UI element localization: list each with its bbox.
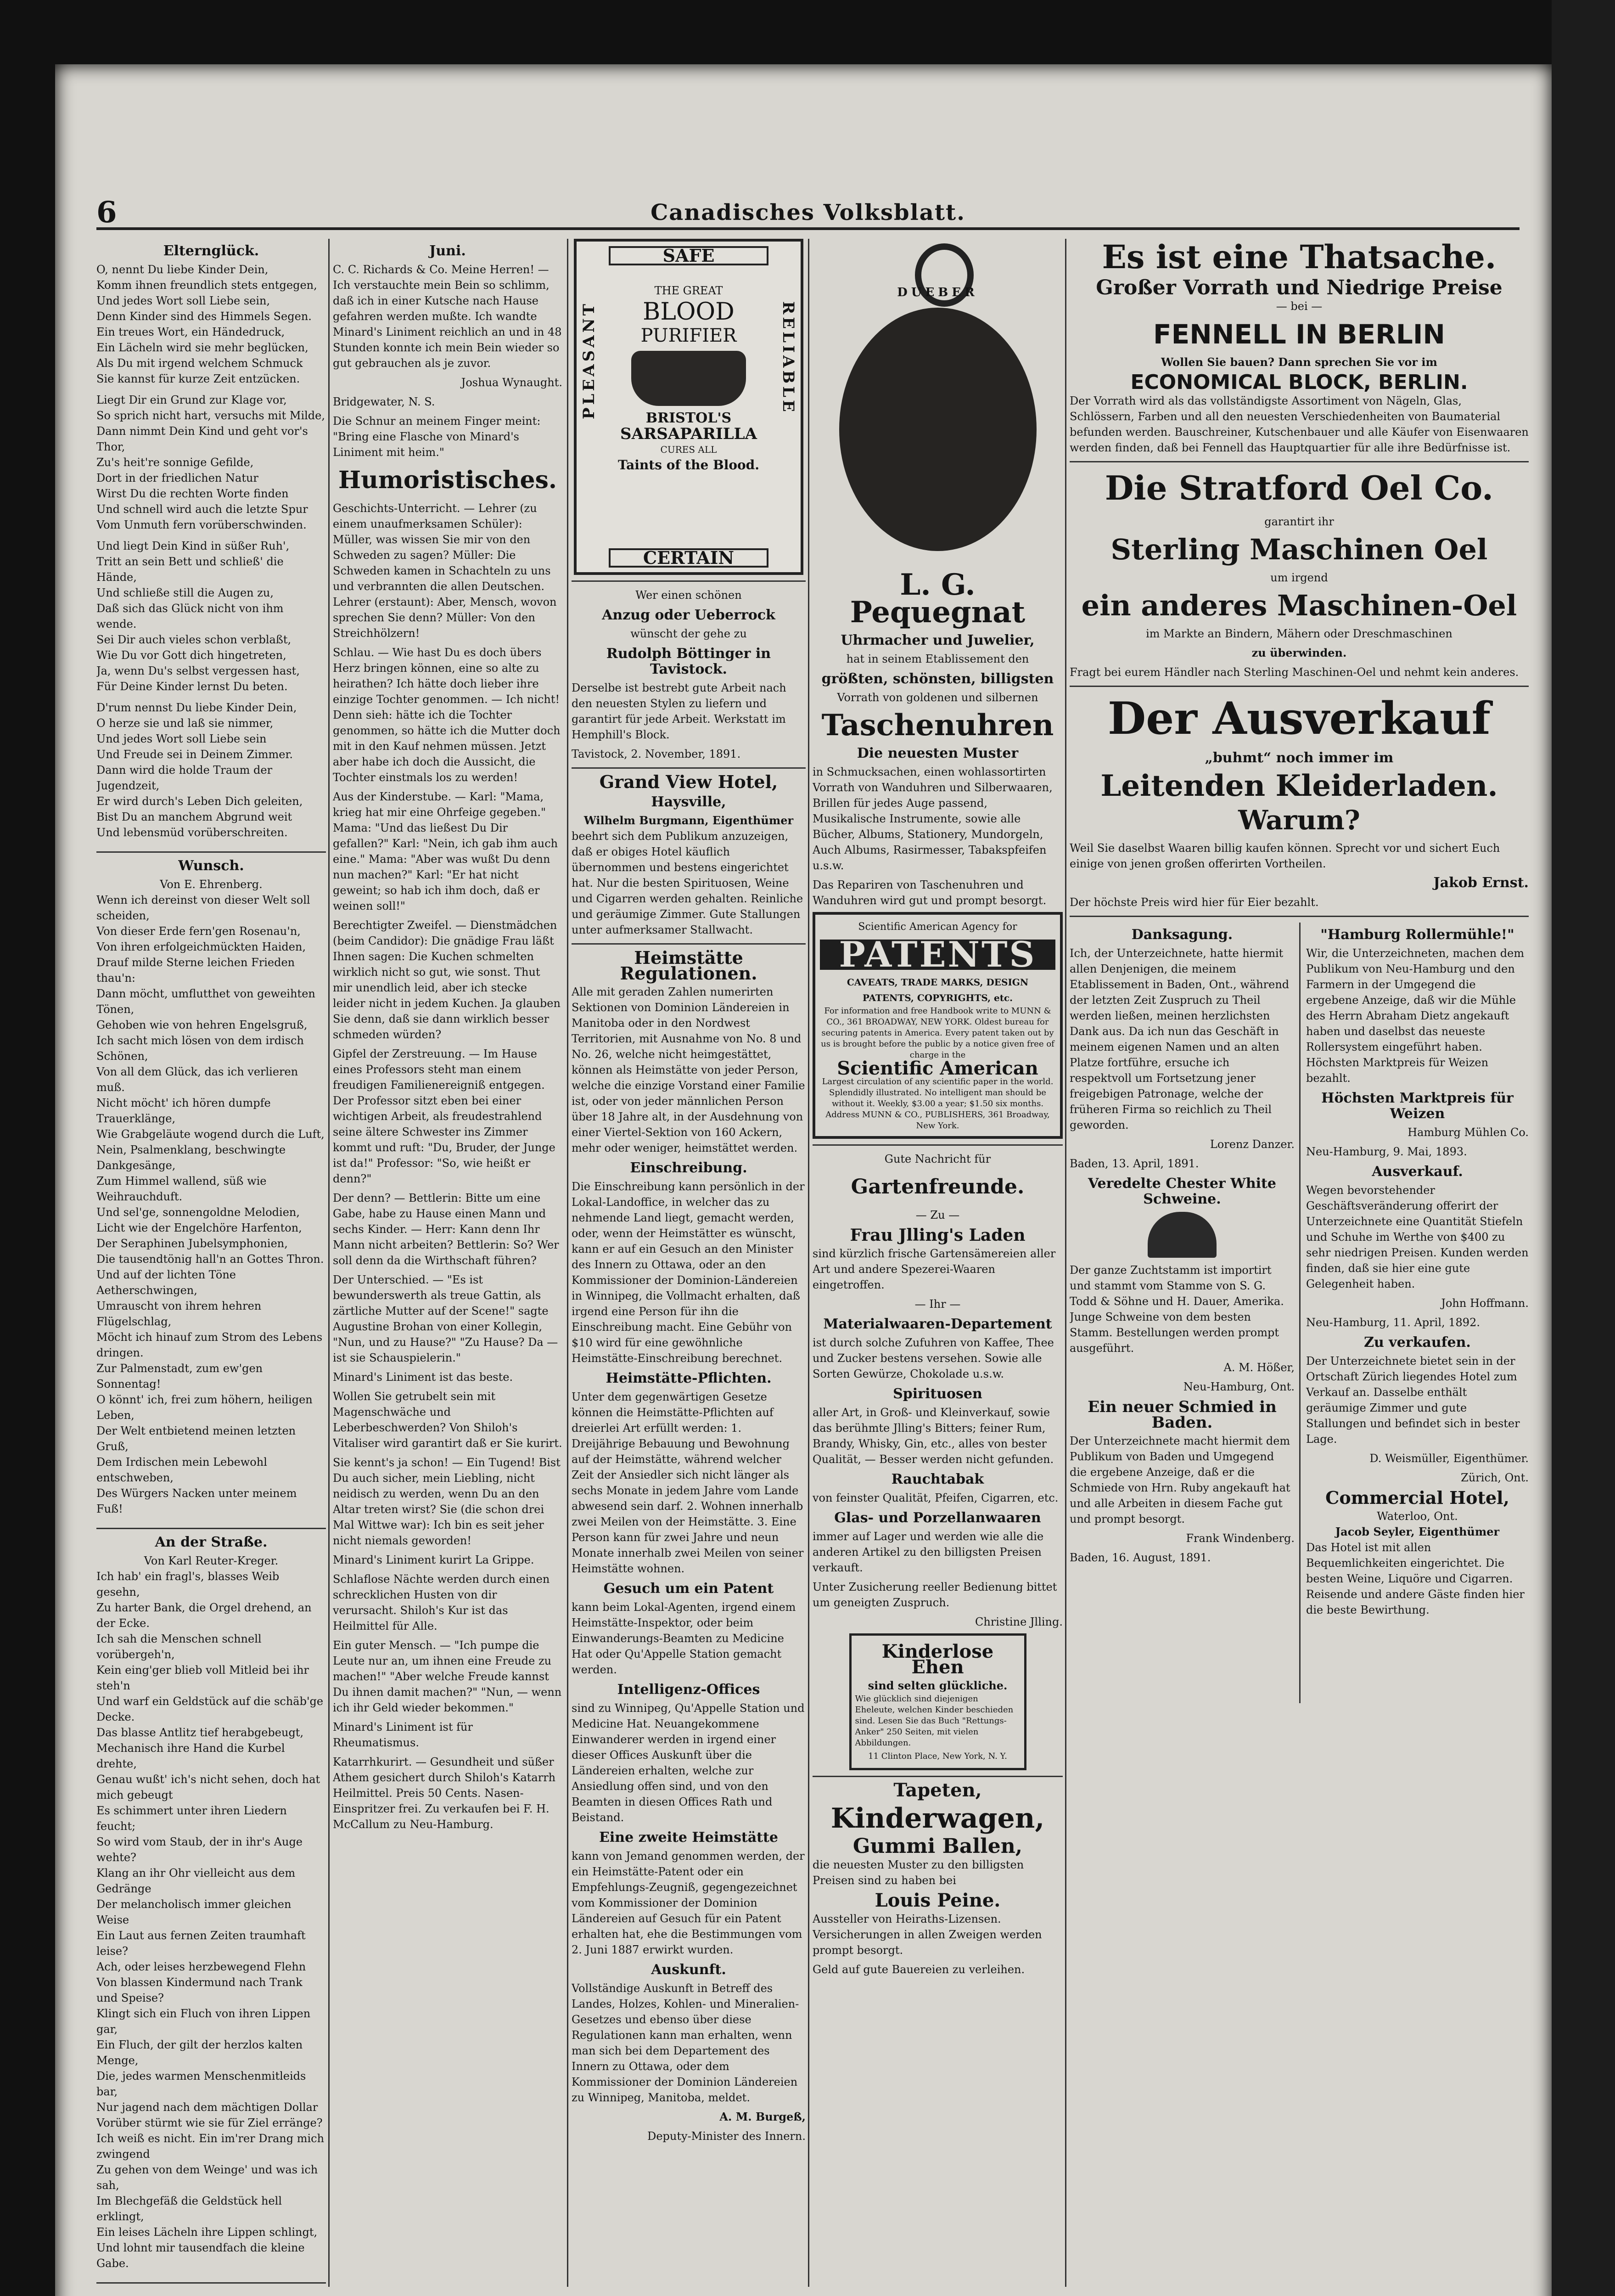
- poem-line: Tritt an sein Bett und schließ' die Hände,: [96, 555, 284, 584]
- divider: [572, 767, 806, 769]
- poem-line: Umrauscht von ihrem hehren Flügelschlag,: [96, 1300, 262, 1328]
- ad-heading: Rudolph Böttinger in Tavistock.: [606, 646, 771, 677]
- ad-text: um irgend: [1270, 571, 1328, 584]
- ad-text: — bei —: [1276, 300, 1323, 313]
- article-subhead: Einschreibung.: [630, 1160, 747, 1176]
- article-text: Alle mit geraden Zahlen numerirten Sektionen von Dominion Ländereien in Manitoba oder in den Nordwest Territorien, mit Ausnahme von No. 8 und No. 26, welche nicht heimgestättet, können als Heimstätte von jeder Person, welche die einzige Vorstand einer Familie ist, oder von jeder männlichen Person über 18 Jahre alt, in der Ausdehnung von einer Viertel-Sektion von 160 Ackern, mehr oder weniger, heimstättet werden.: [572, 985, 805, 1154]
- poem-line: Liegt Dir ein Grund zur Klage vor,: [96, 394, 287, 406]
- testimonial-place: Bridgewater, N. S.: [333, 395, 435, 408]
- ad-text: Wir, die Unterzeichneten, machen dem Publikum von Neu-Hamburg und den Farmern in der Umgegend die ergebene Anzeige, daß wir die Mühle des Herrn Abraham Dietz angekauft haben und daselbst das neueste Rollersystem eingeführt haben. Höchsten Marktpreis für Weizen bezahlt.: [1306, 947, 1525, 1085]
- poem-line: Ja, wenn Du's selbst vergessen hast,: [96, 664, 300, 677]
- poem-line: Ein leises Lächeln ihre Lippen schlingt,: [96, 2226, 318, 2239]
- poem-stanza: [96, 392, 326, 538]
- ad-text: in Schmucksachen, einen wohlassortirten Vorrath von Wanduhren und Silberwaaren, Brillen für jedes Auge passend, Musikalische Instrumente, sowie alle Bücher, Albums, Stationery, Mundorgeln, Auch Albums, Rasirmesser, Tabakspfeifen u.s.w.: [813, 765, 1053, 872]
- poem-line: Im Blechgefäß die Geldstück hell erklingt,: [96, 2195, 282, 2223]
- ad-heading: Rauchtabak: [891, 1471, 984, 1487]
- article-text: kann beim Lokal-Agenten, irgend einem Heimstätte-Inspektor, oder beim Einwanderungs-Beamten zu Medicine Hat oder Qu'Appelle Station gemacht werden.: [572, 1601, 796, 1676]
- ad-text: Taints of the Blood.: [617, 457, 760, 473]
- article-text: kann von Jemand genommen werden, der ein Heimstätte-Patent oder ein Empfehlungs-Zeugniß, gegengezeichnet vom Kommissioner der Dominion Ländereien auf Gesuch für ein Patent erhalten hat, ehe die Bestimmungen vom 2. Juni 1887 erwirkt wurden.: [572, 1850, 805, 1956]
- poem-line: Und lohnt mir tausendfach die kleine Gabe.: [96, 2241, 305, 2270]
- signature: Christine Jlling.: [975, 1615, 1063, 1628]
- signature: Jakob Ernst.: [1433, 875, 1529, 891]
- divider: [1070, 686, 1529, 687]
- poem-line: Das blasse Antlitz tief herabgebeugt,: [96, 1726, 304, 1739]
- crown-icon: [631, 351, 746, 406]
- stanza-gap: [96, 694, 326, 700]
- poem-line: Klingt sich ein Fluch von ihren Lippen gar,: [96, 2007, 311, 2036]
- column-poems: [96, 239, 326, 2287]
- ad-text: Der Unterzeichnete macht hiermit dem Publikum von Baden und Umgegend die ergebene Anzeige, daß er die Schmiede von Hrn. Ruby angekauft hat und alle Arbeiten in diesem Fache gut und prompt besorgt.: [1070, 1435, 1290, 1525]
- poem-line: Die tausendtönig hall'n an Gottes Thron.: [96, 1253, 324, 1266]
- ad-text: 11 Clinton Place, New York, N. Y.: [868, 1751, 1007, 1761]
- ad-headline: FENNELL IN BERLIN: [1153, 319, 1445, 350]
- ad-text: BLOOD: [643, 298, 735, 326]
- article-text: Vollständige Auskunft in Betreff des Landes, Holzes, Kohlen- und Mineralien-Gesetzes und ebenso über diese Regulationen kann man erhalten, wenn man sich bei dem Departement des Innern zu Ottawa, oder dem Kommissioner der Dominion Ländereien zu Winnipeg, Manitoba, meldet.: [572, 1982, 799, 2104]
- column-rule: [808, 239, 809, 2287]
- ad-heading: Grand View Hotel,: [599, 771, 778, 792]
- ad-text: Aussteller von Heiraths-Lizensen. Versicherungen in allen Zweigen werden prompt besorgt.: [813, 1913, 1042, 1957]
- ad-heading: Gummi Ballen,: [852, 1835, 1023, 1858]
- article-subhead: Heimstätte-Pflichten.: [606, 1370, 772, 1386]
- ad-text: Wilhelm Burgmann, Eigenthümer: [583, 814, 794, 827]
- poem-stanza: [96, 892, 326, 1522]
- kinderlose-ehen-ad: [849, 1633, 1026, 1770]
- poem-line: Sei Dir auch vieles schon verblaßt,: [96, 633, 292, 646]
- poem-line: Dann möcht, umflutthet von geweihten Tönen,: [96, 987, 315, 1016]
- notice: Schlaflose Nächte werden durch einen schrecklichen Husten von dir verursacht. Shiloh's Kur ist das Heilmittel für Alle.: [333, 1573, 550, 1632]
- joke-paragraph: Der Unterschied. — "Es ist bewunderswerth als treue Gattin, als zärtliche Mutter auf der Scene!" sagte Augustine Brohan von einer Kollegin, "Nun, und zu Hause?" "Zu Hause? Da — ist sie Schauspielerin.": [333, 1273, 558, 1364]
- poem-stanza: [96, 538, 326, 700]
- poem-byline: Von E. Ehrenberg.: [160, 878, 263, 891]
- poem-line: Zur Palmenstadt, zum ew'gen Sonnentag!: [96, 1362, 263, 1390]
- ad-heading: Tapeten,: [893, 1779, 982, 1801]
- signature-place: Zürich, Ont.: [1461, 1471, 1529, 1484]
- ad-heading: Haysville,: [651, 794, 726, 810]
- poem-line: Wie Grabgeläute wogend durch die Luft,: [96, 1128, 325, 1141]
- poem-line: So wird vom Staub, der in ihr's Auge wehte?: [96, 1835, 303, 1864]
- poem-line: So sprich nicht hart, versuchs mit Milde,: [96, 409, 325, 422]
- ad-text: sind selten glückliche.: [868, 1679, 1008, 1692]
- poem-line: Ich hab' ein fragl's, blasses Weib gesehn,: [96, 1570, 280, 1598]
- divider: [96, 2282, 326, 2284]
- column-regulations: [572, 239, 806, 2287]
- ad-text: aller Art, in Groß- und Kleinverkauf, sowie das berühmte Jlling's Bitters; feiner Rum, Brandy, Whisky, Gin, etc., alles von bester Qualität, — Besser werden nicht gefunden.: [813, 1406, 1054, 1466]
- notice: Minard's Liniment ist für Rheumatismus.: [333, 1721, 473, 1749]
- poem-line: Wenn ich dereinst von dieser Welt soll scheiden,: [96, 894, 310, 922]
- column-rule: [328, 239, 330, 2287]
- ad-text: — Ihr —: [914, 1298, 961, 1311]
- ad-date: Tavistock, 2. November, 1891.: [572, 748, 741, 760]
- poem-line: Klang an ihr Ohr vielleicht aus dem Gedränge: [96, 1867, 296, 1895]
- ad-body: [613, 283, 764, 473]
- ad-text: Der Vorrath wird als das vollständigste Assortiment von Nägeln, Glas, Schlössern, Farben und all den neuesten Verschiedenheiten von Baumaterial befunden werden. Bauschreiner, Kutschenbauer und alle Käufer von Eisenwaaren werden finden, daß bei Fennell das Hauptquartier für alle ihre Bedürfnisse ist.: [1070, 394, 1529, 454]
- testimonial-letter: C. C. Richards & Co. Meine Herren! — Ich verstauchte mein Bein so schlimm, daß ich in einer Kutsche nach Hause gefahren werden mußte. Ich wandte Minard's Liniment reichlich an und in 48 Stunden konnte ich mein Bein wieder so gut gebrauchen als je zuvor.: [333, 263, 562, 370]
- ad-heading: größten, schönsten, billigsten: [821, 671, 1054, 687]
- ad-heading: Höchsten Marktpreis für Weizen: [1321, 1090, 1514, 1122]
- ad-text: — Zu —: [915, 1209, 960, 1221]
- poem-line: Und auf der lichten Töne Aetherschwingen,: [96, 1268, 236, 1297]
- ad-text: Vorrath von goldenen und silbernen: [837, 691, 1038, 704]
- ad-heading-large: Kinderwagen,: [830, 1802, 1045, 1835]
- stanza-gap: [96, 840, 326, 846]
- poem-line: Dann nimmt Dein Kind und geht vor's Thor,: [96, 425, 308, 453]
- poem-line: Und schnell wird auch die letzte Spur: [96, 503, 308, 516]
- ad-text: CAVEATS, TRADE MARKS, DESIGN PATENTS, COPYRIGHTS, etc.: [847, 977, 1029, 1003]
- poem-line: Zu's heit're sonnige Gefilde,: [96, 456, 254, 469]
- divider: [572, 580, 806, 582]
- poem-line: Von blassen Kindermund nach Trank und Speise?: [96, 1976, 303, 2004]
- subcolumn-right: [1306, 923, 1529, 1621]
- ad-label: PLEASANT: [580, 301, 598, 420]
- poem-line: Dem Irdischen mein Lebewohl entschweben,: [96, 1456, 267, 1484]
- poem-line: Und sel'ge, sonnengoldne Melodien,: [96, 1206, 300, 1219]
- notice: Minard's Liniment ist das beste.: [333, 1371, 513, 1384]
- ad-text: sind kürzlich frische Gartensämereien aller Art und andere Spezerei-Waaren eingetroffen.: [813, 1247, 1056, 1291]
- ad-headline: Die Stratford Oel Co.: [1105, 468, 1494, 507]
- ad-text: Jacob Seyler, Eigenthümer: [1335, 1525, 1500, 1538]
- testimonial-signature: Joshua Wynaught.: [461, 376, 562, 389]
- joke-paragraph: Der denn? — Bettlerin: Bitte um eine Gabe, habe zu Hause einen Mann und sechs Kinder. — Herr: Kann denn Ihr Mann nicht arbeiten? Bettlerin: So? Wer soll denn da die Wirthschaft führen?: [333, 1192, 559, 1267]
- ad-heading: Frau Jlling's Laden: [850, 1226, 1026, 1245]
- joke-paragraph: Aus der Kinderstube. — Karl: "Mama, krieg hat mir eine Ohrfeige gegeben." Mama: "Und das ließest Du Dir gefallen?" Karl: "Nein, ich gab ihm auch eine." Mama: "Aber was wußt Du denn nun machen?" Karl: "Er hat nicht geweint; so hab ich ihm doch, daß er weinen soll!": [333, 790, 558, 912]
- signature-title: Deputy-Minister des Innern.: [647, 2130, 806, 2143]
- poem-line: Von dieser Erde fern'gen Rosenau'n,: [96, 925, 301, 938]
- ad-heading-large: Gartenfreunde.: [851, 1175, 1025, 1199]
- column-rule: [1299, 923, 1301, 1703]
- article-text: Die Einschreibung kann persönlich in der Lokal-Landoffice, in welcher das zu nehmende Land liegt, gemacht werden, oder, wenn der Heimstätter es wünscht, kann er auf ein Gesuch an den Minister des Innern zu Ottawa, oder an den Kommissioner der Dominion-Ländereien in Winnipeg, die Vollmacht erhalten, daß irgend eine Person für ihn die Einschreibung macht. Eine Gebühr von $10 wird für eine gewöhnliche Heimstätte-Einschreibung berechnet.: [572, 1180, 805, 1365]
- section-title: Juni.: [429, 243, 466, 259]
- poem-line: Von all dem Glück, das ich verlieren muß.: [96, 1065, 298, 1094]
- poem-line: Als Du mit irgend welchem Schmuck: [96, 357, 303, 370]
- poem-line: Licht wie der Engelchöre Harfenton,: [96, 1221, 302, 1234]
- section-title: Humoristisches.: [338, 466, 557, 494]
- masthead: [96, 195, 1520, 230]
- poem-line: Von ihren erfolgeichmückten Haiden,: [96, 940, 306, 953]
- poem-byline: Von Karl Reuter-Kreger.: [144, 1554, 279, 1567]
- ad-text: Waterloo, Ont.: [1377, 1510, 1458, 1523]
- ad-text: CURES ALL: [660, 444, 717, 455]
- sarsaparilla-ad: [574, 239, 803, 575]
- poem-line: Vom Unmuth fern vorüberschwinden.: [96, 518, 307, 531]
- poem-line: Er wird durch's Leben Dich geleiten,: [96, 795, 303, 808]
- poem-line: O könnt' ich, frei zum höhern, heiligen Leben,: [96, 1393, 313, 1422]
- column-rule: [1065, 239, 1066, 2287]
- ad-headline: Es ist eine Thatsache.: [1102, 239, 1497, 276]
- ad-heading: Materialwaaren-Departement: [823, 1316, 1052, 1332]
- section-title: Heimstätte Regulationen.: [620, 947, 757, 984]
- poem-line: Ich sah die Menschen schnell vorübergeh'n,: [96, 1632, 262, 1661]
- poem-line: Kein eing'ger blieb voll Mitleid bei ihr steh'n: [96, 1664, 309, 1692]
- poem-line: Daß sich das Glück nicht von ihm wende.: [96, 602, 284, 630]
- ad-text: Der höchste Preis wird hier für Eier bezahlt.: [1070, 896, 1319, 909]
- divider: [572, 943, 806, 945]
- ad-heading: Ausverkauf.: [1372, 1164, 1463, 1180]
- ad-text: Ich, der Unterzeichnete, hatte hiermit allen Denjenigen, die meinem Etablissement in Baden, Ont., während der letzten Zeit Zuspruch zu Theil werden ließen, meinen herzlichsten Dank aus. Da ich nun das Geschäft in meinem eigenen Namen und an alten Platze fortführe, ersuche ich respektvoll um Fortsetzung jener freigebigen Patronage, welche der früheren Firma so reichlich zu Theil geworden.: [1070, 947, 1290, 1131]
- poem-title: An der Straße.: [155, 1534, 268, 1550]
- poem-line: Mechanisch ihre Hand die Kurbel drehte,: [96, 1742, 285, 1770]
- ad-headline: Warum?: [1238, 805, 1360, 836]
- ad-heading: Commercial Hotel,: [1325, 1487, 1509, 1508]
- ad-headline: Sterling Maschinen Oel: [1110, 533, 1488, 566]
- poem-stanza: [96, 262, 326, 392]
- column-rule: [567, 239, 568, 2287]
- ad-heading: Glas- und Porzellanwaaren: [834, 1510, 1041, 1526]
- scientific-american-ad: [813, 912, 1063, 1139]
- two-column-block: [1070, 923, 1529, 1703]
- poem-line: Wirst Du die rechten Worte finden: [96, 487, 289, 500]
- poem-line: Nur jagend nach dem mächtigen Dollar: [96, 2101, 318, 2114]
- notice: Katarrhkurirt. — Gesundheit und süßer Athem gesichert durch Shiloh's Katarrh Heilmittel. Preis 50 Cents. Nasen-Einspritzer frei. Zu verkaufen bei F. H. McCallum zu Neu-Hamburg.: [333, 1756, 556, 1831]
- ad-text: ist durch solche Zufuhren von Kaffee, Thee und Zucker bestens versehen. Sowie alle Sorten Gewürze, Chokolade u.s.w.: [813, 1336, 1054, 1380]
- notice: Minard's Liniment kurirt La Grippe.: [333, 1553, 534, 1566]
- divider: [1070, 461, 1529, 462]
- ad-headline: Der Ausverkauf: [1108, 692, 1491, 744]
- joke-list: [333, 501, 562, 1366]
- notice: Sie kennt's ja schon! — Ein Tugend! Bist Du auch sicher, mein Liebling, nicht neidisch zu werden, wenn Du an den Altar treten wirst? Sie (die schon drei Mal Wittwe war): Ich bin es seit jeher nicht niemals geworden!: [333, 1456, 561, 1547]
- ad-heading: ECONOMICAL BLOCK, BERLIN.: [1130, 371, 1468, 394]
- ad-heading: Anzug oder Ueberrock: [602, 607, 775, 623]
- notice: Die Schnur an meinem Finger meint: "Bring eine Flasche von Minard's Liniment mit heim.": [333, 415, 541, 459]
- watch-label: DUEBER: [897, 286, 978, 299]
- ad-heading: Die neuesten Muster: [857, 745, 1019, 761]
- article-subhead: Eine zweite Heimstätte: [599, 1829, 778, 1846]
- signature: Lorenz Danzer.: [1210, 1138, 1295, 1151]
- divider: [96, 851, 326, 853]
- ad-text: Gute Nachricht für: [884, 1153, 991, 1165]
- poem-line: D'rum nennst Du liebe Kinder Dein,: [96, 701, 297, 714]
- poem-line: Und jedes Wort soll Liebe sein: [96, 732, 267, 745]
- notice-list: [333, 1369, 562, 1832]
- poem-line: Der Seraphinen Jubelsymphonien,: [96, 1237, 288, 1250]
- poem-line: Sie kannst für kurze Zeit entzücken.: [96, 372, 300, 385]
- poem-line: Dann wird die holde Traum der Jugendzeit,: [96, 764, 273, 792]
- poem-title: Elternglück.: [163, 243, 259, 259]
- joke-paragraph: Gipfel der Zerstreuung. — Im Hause eines Professors steht man einem freudigen Familienereigniß entgegen. Der Professor sitzt eben bei einer wichtigen Arbeit, als freudestrahlend seine ältere Schwester ins Zimmer kommt und ruft: "Du, Bruder, der Junge ist da!" Professor: "So, wie heißt er denn?": [333, 1047, 555, 1185]
- ad-text: Wegen bevorstehender Geschäftsveränderung offerirt der Unterzeichnete eine Quantität Stiefeln und Schuhe im Werthe von $400 zu sehr niedrigen Preisen. Kunden werden finden, daß sie hier eine gute Gelegenheit haben.: [1306, 1184, 1529, 1290]
- ad-text: Der Unterzeichnete bietet sein in der Ortschaft Zürich liegendes Hotel zum Verkauf an. Dasselbe enthält geräumige Zimmer und gute Stallungen und befindet sich in bester Lage.: [1306, 1355, 1520, 1446]
- article-text: Unter dem gegenwärtigen Gesetze können die Heimstätte-Pflichten auf dreierlei Art erfüllt werden: 1. Dreijährige Bebauung und Bewohnung auf der Heimstätte, während welcher Zeit der Ansiedler sich nicht länger als sechs Monate in jedem Jahre vom Lande abwesend sein darf. 2. Wohnen innerhalb zwei Meilen von der Heimstätte. 3. Eine Person kann für zwei Jahre und neun Monate innerhalb zwei Meilen von seiner Heimstätte wohnen.: [572, 1390, 804, 1575]
- ad-heading: Veredelte Chester White Schweine.: [1088, 1176, 1277, 1207]
- ad-text: von feinster Qualität, Pfeifen, Cigarren, etc.: [813, 1491, 1059, 1504]
- column-ads-center: [813, 239, 1063, 2287]
- ad-heading: Danksagung.: [1131, 927, 1233, 943]
- ad-text: Wer einen schönen: [635, 589, 742, 602]
- ad-heading: Kinderlose Ehen: [881, 1641, 994, 1678]
- poem-line: Zum Himmel wallend, süß wie Weihrauchduft.: [96, 1175, 267, 1203]
- divider: [1070, 916, 1529, 917]
- ad-text: Das Hotel ist mit allen Bequemlichkeiten eingerichtet. Die besten Weine, Liquöre und Cigarren. Reisende und andere Gäste finden hier die beste Bewirthung.: [1306, 1541, 1525, 1616]
- poem-line: Bist Du an manchem Abgrund weit: [96, 810, 292, 823]
- joke-paragraph: Berechtigter Zweifel. — Dienstmädchen (beim Candidor): Die gnädige Frau läßt Ihnen sagen: Die Kuchen schmelten wirklich nicht so gut, wie sonst. Thut mir unendlich leid, aber ich stecke leider nicht in jedem Kuchen. Ja glauben Sie denn, daß sie dann wirklich besser schmeden würden?: [333, 919, 561, 1041]
- ad-text: „buhmt“ noch immer im: [1205, 750, 1394, 766]
- poem-line: Ein Lächeln wird sie mehr beglücken,: [96, 341, 308, 354]
- page-number: 6: [96, 195, 117, 230]
- ad-label: RELIABLE: [779, 301, 797, 415]
- ad-text: Das Repariren von Taschenuhren und Wanduhren wird gut und prompt besorgt.: [813, 878, 1047, 907]
- poem-line: O, nennt Du liebe Kinder Dein,: [96, 263, 269, 276]
- poem-line: Dort in der friedlichen Natur: [96, 472, 258, 484]
- column-ads-right: [1070, 239, 1529, 2287]
- poem-line: Nicht möcht' ich hören dumpfe Trauerklänge,: [96, 1097, 271, 1125]
- merchant-name: L. G. Pequegnat: [850, 568, 1026, 630]
- ad-text: SARSAPARILLA: [620, 425, 757, 443]
- ad-headline: ein anderes Maschinen-Oel: [1081, 589, 1517, 622]
- poem-line: Genau wußt' ich's nicht sehen, doch hat mich gebeugt: [96, 1773, 320, 1801]
- ad-text: BRISTOL'S: [645, 410, 732, 426]
- patents-logo: PATENTS: [820, 940, 1055, 970]
- poem-line: Zu harter Bank, die Orgel drehend, an der Ecke.: [96, 1601, 312, 1630]
- ad-text: Der ganze Zuchtstamm ist importirt und stammt vom Stamme von S. G. Todd & Söhne und H. Dauer, Amerika. Junge Schweine von dem besten Stamm. Bestellungen werden prompt ausgeführt.: [1070, 1264, 1284, 1355]
- poem-line: Und liegt Dein Kind in süßer Ruh',: [96, 540, 290, 552]
- ad-text: THE GREAT: [654, 284, 723, 297]
- ad-heading: Zu verkaufen.: [1364, 1334, 1471, 1351]
- ad-text: hat in seinem Etablissement den: [846, 653, 1029, 665]
- stanza-gap: [96, 2271, 326, 2277]
- ad-heading-large: Taschenuhren: [821, 708, 1054, 743]
- poem-line: Der melancholisch immer gleichen Weise: [96, 1898, 292, 1926]
- ad-text: beehrt sich dem Publikum anzuzeigen, daß er obiges Hotel käuflich übernommen und bestens eingerichtet hat. Nur die besten Spirituosen, Weine und Cigarren werden gehalten. Reinliche und geräumige Zimmer. Gute Stallungen unter aufmerksamer Stallwacht.: [572, 830, 803, 936]
- merchant-name: Louis Peine.: [875, 1890, 1001, 1911]
- ad-text: Weil Sie daselbst Waaren billig kaufen können. Sprecht vor und sichert Euch einige von jenen großen offerirten Vortheilen.: [1070, 842, 1500, 870]
- ad-text: Scientific American Agency for: [858, 921, 1017, 933]
- ad-heading: Scientific American: [837, 1058, 1038, 1079]
- ad-text: wünscht der gehe zu: [630, 627, 747, 640]
- watch-case-icon: [839, 308, 1037, 551]
- ad-label: SAFE: [609, 246, 768, 265]
- subcolumn-left: [1070, 923, 1295, 1569]
- divider: [813, 1776, 1063, 1777]
- stanza-gap: [96, 533, 326, 538]
- ad-date: Baden, 16. August, 1891.: [1070, 1551, 1211, 1564]
- divider: [96, 1528, 326, 1529]
- signature: D. Weismüller, Eigenthümer.: [1369, 1452, 1529, 1465]
- ad-text: garantirt ihr: [1264, 515, 1334, 528]
- poem-line: Komm ihnen freundlich stets entgegen,: [96, 279, 317, 292]
- divider: [813, 1144, 1063, 1146]
- article-subhead: Gesuch um ein Patent: [603, 1581, 774, 1597]
- ad-text: Largest circulation of any scientific paper in the world. Splendidly illustrated. No intelligent man should be without it. Weekly, $3.00 a year; $1.50 six months. Address MUNN & CO., PUBLISHERS, 361 Broadway, New York.: [822, 1077, 1054, 1131]
- poem-line: Es schimmert unter ihren Liedern feucht;: [96, 1804, 287, 1833]
- poem-line: Und schließe still die Augen zu,: [96, 586, 274, 599]
- article-subhead: Intelligenz-Offices: [617, 1682, 760, 1698]
- poem-line: Und jedes Wort soll Liebe sein,: [96, 294, 270, 307]
- poem-line: Zu gehen von dem Weinge' und was ich sah,: [96, 2163, 318, 2192]
- poem-line: Der Welt entbietend meinen letzten Gruß,: [96, 1424, 296, 1453]
- poem-stanza: [96, 700, 326, 846]
- ad-heading: Großer Vorrath und Niedrige Preise: [1096, 276, 1503, 299]
- signature: John Hoffmann.: [1441, 1297, 1529, 1310]
- poem-line: Und lebensmüd vorüberschreiten.: [96, 826, 288, 839]
- stanza-gap: [96, 1517, 326, 1522]
- signature: Hamburg Mühlen Co.: [1408, 1126, 1529, 1139]
- article-text: sind zu Winnipeg, Qu'Appelle Station und Medicine Hat. Neuangekommene Einwanderer werden in irgend einer dieser Offices Auskunft über die Ländereien erhalten, welche zur Ansiedlung offen sind, und von den Beamten in diesen Offices Rath und Beistand.: [572, 1702, 805, 1824]
- article-subhead: Auskunft.: [651, 1962, 726, 1978]
- poem-line: Denn Kinder sind des Himmels Segen.: [96, 310, 312, 323]
- column-humor: [333, 239, 562, 2287]
- pocket-watch-illustration: [830, 243, 1046, 565]
- ad-headline: Leitenden Kleiderladen.: [1100, 769, 1498, 803]
- poem-line: Für Deine Kinder lernst Du beten.: [96, 680, 288, 693]
- scan-edge: [1552, 0, 1615, 2296]
- stanza-gap: [96, 387, 326, 392]
- poem-line: Gehoben wie von hehren Engelsgruß,: [96, 1019, 308, 1031]
- ad-text: immer auf Lager und werden wie alle die anderen Artikel zu den billigsten Preisen verkauft.: [813, 1530, 1044, 1574]
- poem-line: Ich weiß es nicht. Ein im'rer Drang mich zwingend: [96, 2132, 325, 2161]
- ad-text: PURIFIER: [640, 325, 737, 346]
- poem-line: Des Würgers Nacken unter meinem Fuß!: [96, 1487, 297, 1515]
- ad-text: Wollen Sie bauen? Dann sprechen Sie vor im: [1161, 355, 1437, 369]
- poem-title: Wunsch.: [178, 858, 244, 874]
- ad-text: zu überwinden.: [1251, 646, 1347, 659]
- poem-line: Vorüber stürmt wie sie für Ziel erränge?: [96, 2116, 323, 2129]
- signature: Frank Windenberg.: [1186, 1532, 1295, 1545]
- ad-date: Baden, 13. April, 1891.: [1070, 1157, 1199, 1170]
- poem-line: Ein Laut aus fernen Zeiten traumhaft leise?: [96, 1929, 306, 1958]
- poem-line: Die, jedes warmen Menschenmitleids bar,: [96, 2070, 306, 2098]
- ad-text: For information and free Handbook write to MUNN & CO., 361 BROADWAY, NEW YORK. Oldest bureau for securing patents in America. Every patent taken out by us is brought before the public by a notice given free of charge in the: [821, 1006, 1054, 1060]
- ad-date: Neu-Hamburg, 9. Mai, 1893.: [1306, 1145, 1467, 1158]
- signature: A. M. Burgeß,: [719, 2110, 806, 2123]
- poem-line: Ein Fluch, der gilt der herzlos kalten Menge,: [96, 2038, 303, 2067]
- ad-text: Fragt bei eurem Händler nach Sterling Maschinen-Oel und nehmt kein anderes.: [1070, 666, 1519, 679]
- poem-line: Nein, Psalmenklang, beschwingte Dankgesänge,: [96, 1143, 286, 1172]
- poem-line: Drauf milde Sterne leichen Frieden thau'n:: [96, 956, 295, 985]
- ad-heading: Uhrmacher und Juwelier,: [841, 632, 1035, 648]
- notice: Wollen Sie getrubelt sein mit Magenschwäche und Leberbeschwerden? Von Shiloh's Vitaliser wird garantirt daß er Sie kurirt.: [333, 1390, 562, 1450]
- poem-line: O herze sie und laß sie nimmer,: [96, 717, 274, 730]
- poem-line: Ach, oder leises herzbewegend Flehn: [96, 1960, 306, 1973]
- signature-place: Neu-Hamburg, Ont.: [1183, 1380, 1295, 1393]
- ad-heading: Ein neuer Schmied in Baden.: [1088, 1398, 1277, 1432]
- newspaper-title: Canadisches Volksblatt.: [650, 200, 965, 225]
- ad-text: Geld auf gute Bauereien zu verleihen.: [813, 1963, 1025, 1976]
- poem-line: Möcht ich hinauf zum Strom des Lebens dringen.: [96, 1331, 323, 1359]
- ad-text: im Markte an Bindern, Mähern oder Dreschmaschinen: [1146, 627, 1452, 640]
- joke-paragraph: Schlau. — Wie hast Du es doch übers Herz bringen können, eine so alte zu heirathen? Ich hätte doch lieber ihre einzige Tochter genommen. — Ich nicht! Denn sieh: hätte ich die Tochter genommen, so hätte ich die Mutter doch mit in den Kauf nehmen müssen. Jetzt aber habe ich doch die Aussicht, die Tochter einstmals los zu werden!: [333, 646, 561, 784]
- poem-line: Wie Du vor Gott dich hingetreten,: [96, 649, 286, 662]
- ad-heading: Spirituosen: [893, 1386, 982, 1402]
- joke-paragraph: Geschichts-Unterricht. — Lehrer (zu einem unaufmerksamen Schüler): Müller, was wissen Sie mir von den Schweden zu sagen? Müller: Die Schweden kamen in Schachteln zu uns und verbrannten die allen Deutschen. Lehrer (erstaunt): Aber, Mensch, wovon sprechen Sie denn? Müller: Von den Streichhölzern!: [333, 502, 557, 640]
- poem-line: Und Freude sei in Deinem Zimmer.: [96, 748, 293, 761]
- poem-line: Und warf ein Geldstück auf die schäb'ge Decke.: [96, 1695, 324, 1723]
- ad-text: Unter Zusicherung reeller Bedienung bittet um geneigten Zuspruch.: [813, 1581, 1057, 1609]
- pig-icon: [1148, 1212, 1217, 1258]
- poem-line: Ein treues Wort, ein Händedruck,: [96, 326, 285, 338]
- poem-line: Ich sacht mich lösen von dem irdisch Schönen,: [96, 1034, 304, 1063]
- ad-text: Wie glücklich sind diejenigen Eheleute, welchen Kinder beschieden sind. Lesen Sie das Buch "Rettungs-Anker" 250 Seiten, mit vielen Abbildungen.: [855, 1694, 1014, 1748]
- ad-date: Neu-Hamburg, 11. April, 1892.: [1306, 1316, 1480, 1329]
- ad-text: die neuesten Muster zu den billigsten Preisen sind zu haben bei: [813, 1858, 1024, 1887]
- ad-label: CERTAIN: [609, 548, 768, 568]
- signature: A. M. Hößer,: [1223, 1361, 1295, 1374]
- poem-stanza: [96, 1569, 326, 2277]
- ad-heading: "Hamburg Rollermühle!": [1320, 927, 1514, 943]
- ad-text: Derselbe ist bestrebt gute Arbeit nach den neuesten Stylen zu liefern und garantirt für jede Arbeit. Werkstatt im Hemphill's Block.: [572, 681, 786, 741]
- notice: Ein guter Mensch. — "Ich pumpe die Leute nur an, um ihnen eine Freude zu machen!" "Aber welche Freude kannst Du ihnen damit machen?" "Nun, — wenn ich ihr Geld wieder bekommen.": [333, 1639, 562, 1714]
